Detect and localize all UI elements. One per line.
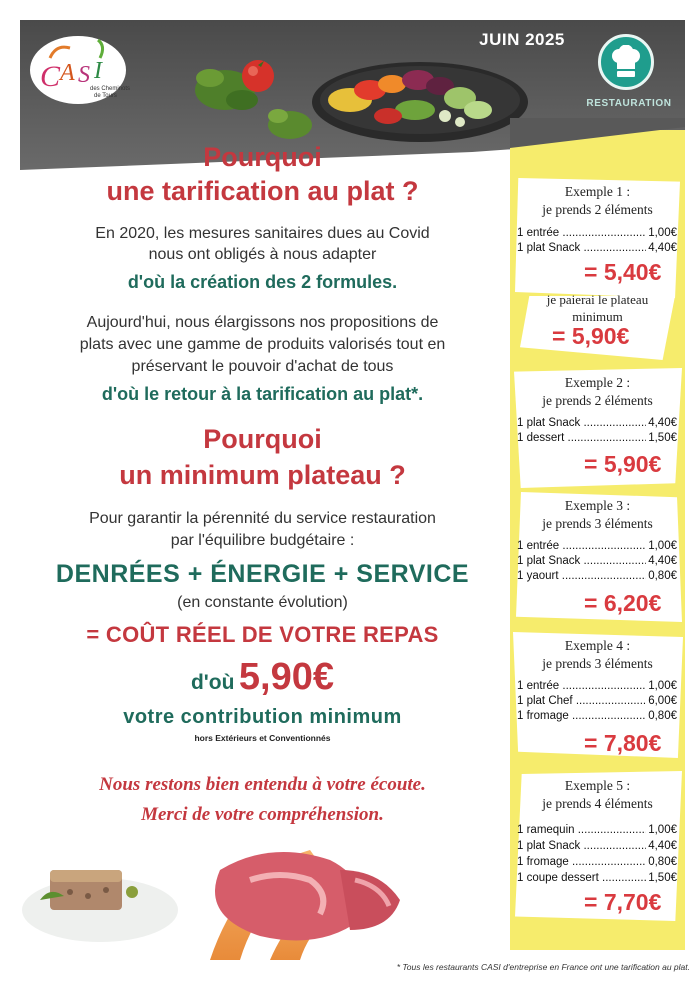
closing-line2: Merci de votre compréhension. bbox=[141, 804, 384, 825]
minimum-price: 5,90€ bbox=[238, 656, 335, 698]
casi-logo bbox=[28, 28, 136, 108]
example-2-subtitle: je prends 2 éléments bbox=[542, 393, 653, 408]
chef-hat-icon bbox=[610, 45, 642, 79]
price-prefix: d'où bbox=[190, 671, 235, 694]
paragraph-today-emphasis: d'où le retour à la tarification au plat*. bbox=[101, 384, 424, 404]
example-1-total: = 5,40€ bbox=[584, 259, 662, 285]
example-1-row: 1 plat Snack ..... 4,40€ bbox=[517, 242, 677, 256]
heading-why-per-dish-line1: Pourquoi bbox=[203, 142, 322, 172]
example-4-row: 1 plat Chef ..... 6,00€ bbox=[517, 695, 677, 709]
paragraph-today-line2: plats avec une gamme de produits valorisés tout en bbox=[79, 336, 446, 353]
paragraph-today-line3: préservant le pouvoir d'achat de tous bbox=[131, 358, 394, 375]
example-2-row: 1 dessert ..... 1,50€ bbox=[517, 432, 677, 446]
example-5-row: 1 ramequin ..... 1,00€ bbox=[517, 824, 677, 838]
example-5-subtitle: je prends 4 éléments bbox=[542, 796, 653, 811]
real-cost-line: = COÛT RÉEL DE VOTRE REPAS bbox=[86, 622, 439, 647]
example-5-row: 1 fromage ..... 0,80€ bbox=[517, 856, 677, 870]
svg-text:I: I bbox=[94, 58, 102, 84]
svg-text:S: S bbox=[78, 62, 90, 88]
example-5-row: 1 plat Snack ..... 4,40€ bbox=[517, 840, 677, 854]
example-1-note-line1: je paierai le plateau bbox=[546, 292, 649, 307]
example-5-row: 1 coupe dessert ..... 1,50€ bbox=[517, 872, 677, 886]
chef-hat-badge bbox=[598, 34, 654, 90]
example-5-title: Exemple 5 : bbox=[564, 778, 631, 793]
svg-text:des Cheminots: des Cheminots bbox=[90, 86, 131, 92]
example-4-subtitle: je prends 3 éléments bbox=[542, 656, 653, 671]
example-1-title: Exemple 1 : bbox=[564, 184, 631, 199]
example-3-row: 1 plat Snack ..... 4,40€ bbox=[517, 555, 677, 569]
example-3-subtitle: je prends 3 éléments bbox=[542, 516, 653, 531]
example-4-total: = 7,80€ bbox=[584, 730, 662, 756]
minimum-price-line bbox=[20, 656, 505, 699]
paragraph-covid-line2: nous ont obligés à nous adapter bbox=[148, 246, 377, 263]
heading-why-minimum-line2: un minimum plateau ? bbox=[119, 460, 406, 490]
cost-formula-note: (en constante évolution) bbox=[177, 594, 348, 611]
paragraph-today-line1: Aujourd'hui, nous élargissons nos propositions de bbox=[86, 314, 439, 331]
svg-text:A: A bbox=[60, 60, 75, 86]
example-1-final-total: = 5,90€ bbox=[552, 323, 630, 349]
example-5-total: = 7,70€ bbox=[584, 889, 662, 915]
paragraph-guarantee-line2: par l'équilibre budgétaire : bbox=[170, 532, 355, 549]
example-3-total: = 6,20€ bbox=[584, 590, 662, 616]
example-3-row: 1 yaourt ..... 0,80€ bbox=[517, 570, 677, 584]
category-label: RESTAURATION bbox=[586, 98, 672, 109]
example-1-note-line2: minimum bbox=[572, 309, 623, 324]
example-2-row: 1 plat Snack ..... 4,40€ bbox=[517, 417, 677, 431]
closing-line1: Nous restons bien entendu à votre écoute. bbox=[99, 774, 426, 795]
example-3-title: Exemple 3 : bbox=[564, 498, 631, 513]
month-label: JUIN 2025 bbox=[479, 30, 565, 49]
svg-text:de Tours: de Tours bbox=[94, 93, 117, 99]
exclusion-note: hors Extérieurs et Conventionnés bbox=[194, 733, 331, 743]
cost-formula: DENRÉES + ÉNERGIE + SERVICE bbox=[55, 560, 470, 588]
example-4-title: Exemple 4 : bbox=[564, 638, 631, 653]
example-2-total: = 5,90€ bbox=[584, 451, 662, 477]
example-1-row: 1 entrée ..... 1,00€ bbox=[517, 227, 677, 241]
paragraph-guarantee-line1: Pour garantir la pérennité du service restauration bbox=[89, 510, 436, 527]
example-3-row: 1 entrée ..... 1,00€ bbox=[517, 540, 677, 554]
paragraph-covid-emphasis: d'où la création des 2 formules. bbox=[127, 272, 398, 292]
heading-why-minimum-line1: Pourquoi bbox=[203, 424, 322, 454]
paragraph-covid-line1: En 2020, les mesures sanitaires dues au Covid bbox=[95, 225, 430, 242]
example-4-row: 1 fromage ..... 0,80€ bbox=[517, 710, 677, 724]
svg-text:C: C bbox=[40, 60, 61, 93]
charcuterie-photo bbox=[20, 830, 460, 960]
example-2-title: Exemple 2 : bbox=[564, 375, 631, 390]
contribution-line: votre contribution minimum bbox=[123, 706, 402, 728]
example-4-row: 1 entrée ..... 1,00€ bbox=[517, 680, 677, 694]
example-1-subtitle: je prends 2 éléments bbox=[542, 202, 653, 217]
footnote: * Tous les restaurants CASI d'entreprise en France ont une tarification au plat. bbox=[396, 962, 690, 972]
heading-why-per-dish-line2: une tarification au plat ? bbox=[106, 176, 419, 206]
